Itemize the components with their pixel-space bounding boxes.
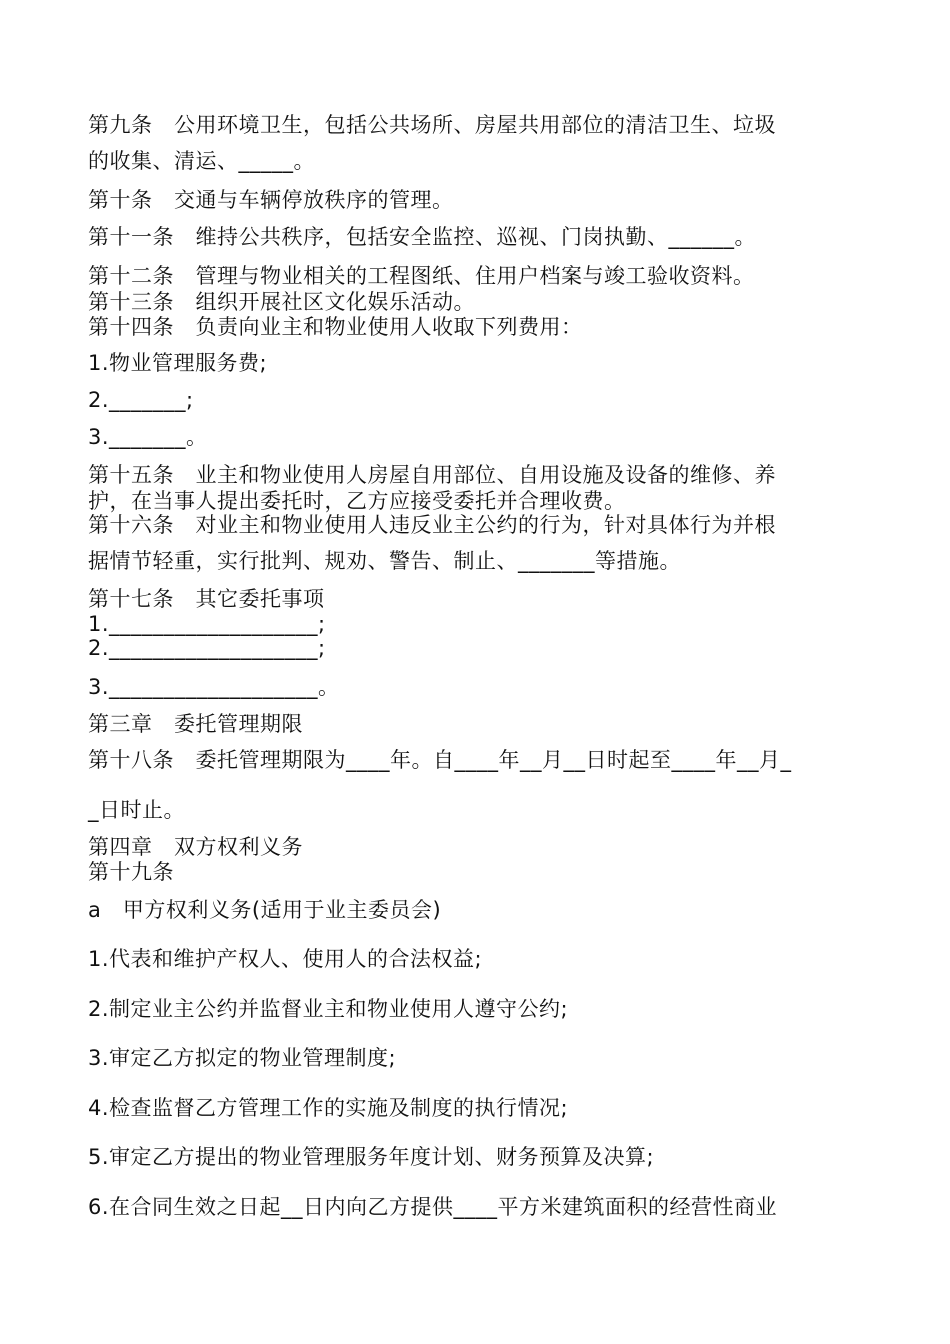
article-14: 第十四条 负责向业主和物业使用人收取下列费用： bbox=[88, 315, 583, 339]
party-a-item-2: 2.制定业主公约并监督业主和物业使用人遵守公约; bbox=[88, 997, 569, 1021]
article-15-line-1: 第十五条 业主和物业使用人房屋自用部位、自用设施及设备的维修、养 bbox=[88, 463, 776, 487]
party-a-item-6: 6.在合同生效之日起__日内向乙方提供____平方米建筑面积的经营性商业 bbox=[88, 1195, 778, 1219]
fee-item-3: 3._______。 bbox=[88, 425, 208, 449]
article-16-line-1: 第十六条 对业主和物业使用人违反业主公约的行为，针对具体行为并根 bbox=[88, 513, 776, 537]
article-9-line-1: 第九条 公用环境卫生，包括公共场所、房屋共用部位的清洁卫生、垃圾 bbox=[88, 113, 776, 137]
article-18-line-2: _日时止。 bbox=[88, 798, 185, 822]
article-17: 第十七条 其它委托事项 bbox=[88, 587, 325, 611]
chapter-3-heading: 第三章 委托管理期限 bbox=[88, 712, 303, 736]
party-a-item-5: 5.审定乙方提出的物业管理服务年度计划、财务预算及决算; bbox=[88, 1145, 655, 1169]
party-a-item-1: 1.代表和维护产权人、使用人的合法权益; bbox=[88, 947, 483, 971]
article-9-line-2: 的收集、清运、_____。 bbox=[88, 149, 315, 173]
article-15-line-2: 护，在当事人提出委托时，乙方应接受委托并合理收费。 bbox=[88, 489, 626, 513]
article-11: 第十一条 维持公共秩序，包括安全监控、巡视、门岗执勤、______。 bbox=[88, 225, 756, 249]
fee-item-1: 1.物业管理服务费; bbox=[88, 351, 268, 375]
article-10: 第十条 交通与车辆停放秩序的管理。 bbox=[88, 188, 454, 212]
party-a-rights-heading: a 甲方权利义务(适用于业主委员会) bbox=[88, 898, 442, 922]
fee-item-2: 2._______; bbox=[88, 388, 194, 412]
other-item-3: 3.___________________。 bbox=[88, 675, 340, 699]
article-18-line-1: 第十八条 委托管理期限为____年。自____年__月__日时起至____年__月_ bbox=[88, 748, 792, 772]
article-16-line-2: 据情节轻重，实行批判、规劝、警告、制止、_______等措施。 bbox=[88, 549, 681, 573]
article-19: 第十九条 bbox=[88, 860, 174, 884]
other-item-2: 2.___________________; bbox=[88, 636, 326, 660]
party-a-item-4: 4.检查监督乙方管理工作的实施及制度的执行情况; bbox=[88, 1096, 569, 1120]
article-13: 第十三条 组织开展社区文化娱乐活动。 bbox=[88, 290, 475, 314]
party-a-item-3: 3.审定乙方拟定的物业管理制度; bbox=[88, 1046, 397, 1070]
article-12: 第十二条 管理与物业相关的工程图纸、住用户档案与竣工验收资料。 bbox=[88, 264, 755, 288]
chapter-4-heading: 第四章 双方权利义务 bbox=[88, 835, 303, 859]
other-item-1: 1.___________________; bbox=[88, 612, 326, 636]
